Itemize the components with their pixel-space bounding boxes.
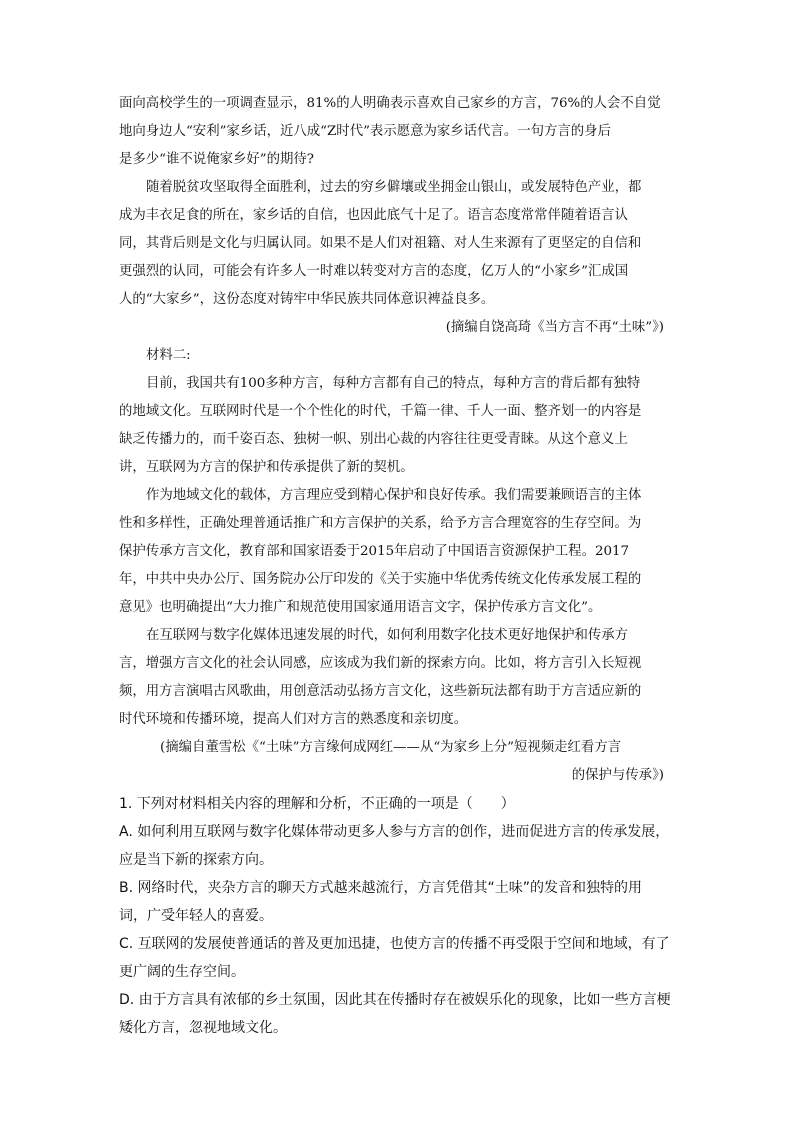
- passage-line: 作为地域文化的载体，方言理应受到精心保护和良好传承。我们需要兼顾语言的主体: [146, 488, 642, 503]
- passage-line: 缺乏传播力的，而千姿百态、独树一帜、别出心裁的内容往往更受青睐。从这个意义上: [119, 432, 628, 447]
- option-a-continued: 应是当下新的探索方向。: [119, 852, 273, 868]
- passage-line: 地向身边人“安利”家乡话，近八成“Z时代”表示愿意为家乡话代言。一句方言的身后: [119, 124, 611, 139]
- passage-line: 时代环境和传播环境，提高人们对方言的熟悉度和亲切度。: [119, 712, 468, 727]
- option-b[interactable]: B. 网络时代，夹杂方言的聊天方式越来越流行，方言凭借其“土味”的发音和独特的用: [119, 880, 643, 896]
- material-heading: 材料二:: [146, 348, 191, 363]
- source-citation: (摘编自董雪松《“土味”方言缘何成网红——从“为家乡上分”短视频走红看方言: [160, 740, 622, 755]
- passage-line: 是多少“谁不说俺家乡好”的期待?: [119, 152, 314, 167]
- passage-line: 性和多样性，正确处理普通话推广和方言保护的关系，给予方言合理宽容的生存空间。为: [119, 516, 642, 531]
- option-d[interactable]: D. 由于方言具有浓郁的乡土氛围，因此其在传播时存在被娱乐化的现象，比如一些方言梗: [119, 992, 671, 1008]
- passage-line: 成为丰衣足食的所在，家乡话的自信，也因此底气十足了。语言态度常常伴随着语言认: [119, 208, 628, 223]
- passage-line: 人的“大家乡”，这份态度对铸牢中华民族共同体意识裨益良多。: [119, 292, 495, 307]
- passage-line: 言，增强方言文化的社会认同感，应该成为我们新的探索方向。比如，将方言引入长短视: [119, 656, 642, 671]
- passage-line: 在互联网与数字化媒体迅速发展的时代，如何利用数字化技术更好地保护和传承方: [146, 628, 629, 643]
- passage-line: 同，其背后则是文化与归属认同。如果不是人们对祖籍、对人生来源有了更坚定的自信和: [119, 236, 642, 251]
- option-a[interactable]: A. 如何利用互联网与数字化媒体带动更多人参与方言的创作，进而促进方言的传承发展，: [119, 824, 670, 840]
- passage-line: 保护传承方言文化，教育部和国家语委于2015年启动了中国语言资源保护工程。2017: [119, 544, 630, 559]
- passage-line: 频，用方言演唱古风歌曲，用创意活动弘扬方言文化，这些新玩法都有助于方言适应新的: [119, 684, 642, 699]
- question-stem: 1. 下列对材料相关内容的理解和分析，不正确的一项是（ ）: [119, 796, 515, 812]
- passage-line: 的地域文化。互联网时代是一个个性化的时代，千篇一律、千人一面、整齐划一的内容是: [119, 404, 642, 419]
- passage-line: 意见》也明确提出“大力推广和规范使用国家通用语言文字，保护传承方言文化”。: [119, 600, 602, 615]
- option-c-continued: 更广阔的生存空间。: [119, 964, 245, 980]
- passage-line: 讲，互联网为方言的保护和传承提供了新的契机。: [119, 460, 414, 475]
- option-c[interactable]: C. 互联网的发展使普通话的普及更加迅捷，也使方言的传播不再受限于空间和地域，有了: [119, 936, 670, 952]
- option-b-continued: 词，广受年轻人的喜爱。: [119, 908, 273, 924]
- passage-line: 更强烈的认同，可能会有许多人一时难以转变对方言的态度，亿万人的“小家乡”汇成国: [119, 264, 629, 279]
- passage-line: 年，中共中央办公厅、国务院办公厅印发的《关于实施中华优秀传统文化传承发展工程的: [119, 572, 642, 587]
- source-citation: (摘编自饶高琦《当方言不再“土味”》): [445, 320, 664, 335]
- source-citation: 的保护与传承》): [571, 768, 664, 783]
- passage-line: 目前，我国共有100多种方言，每种方言都有自己的特点，每种方言的背后都有独特: [146, 376, 641, 391]
- option-d-continued: 矮化方言，忽视地域文化。: [119, 1020, 287, 1036]
- passage-line: 随着脱贫攻坚取得全面胜利，过去的穷乡僻壤或坐拥金山银山，或发展特色产业，都: [146, 180, 642, 195]
- passage-line: 面向高校学生的一项调查显示，81%的人明确表示喜欢自己家乡的方言，76%的人会不自觉: [119, 96, 661, 111]
